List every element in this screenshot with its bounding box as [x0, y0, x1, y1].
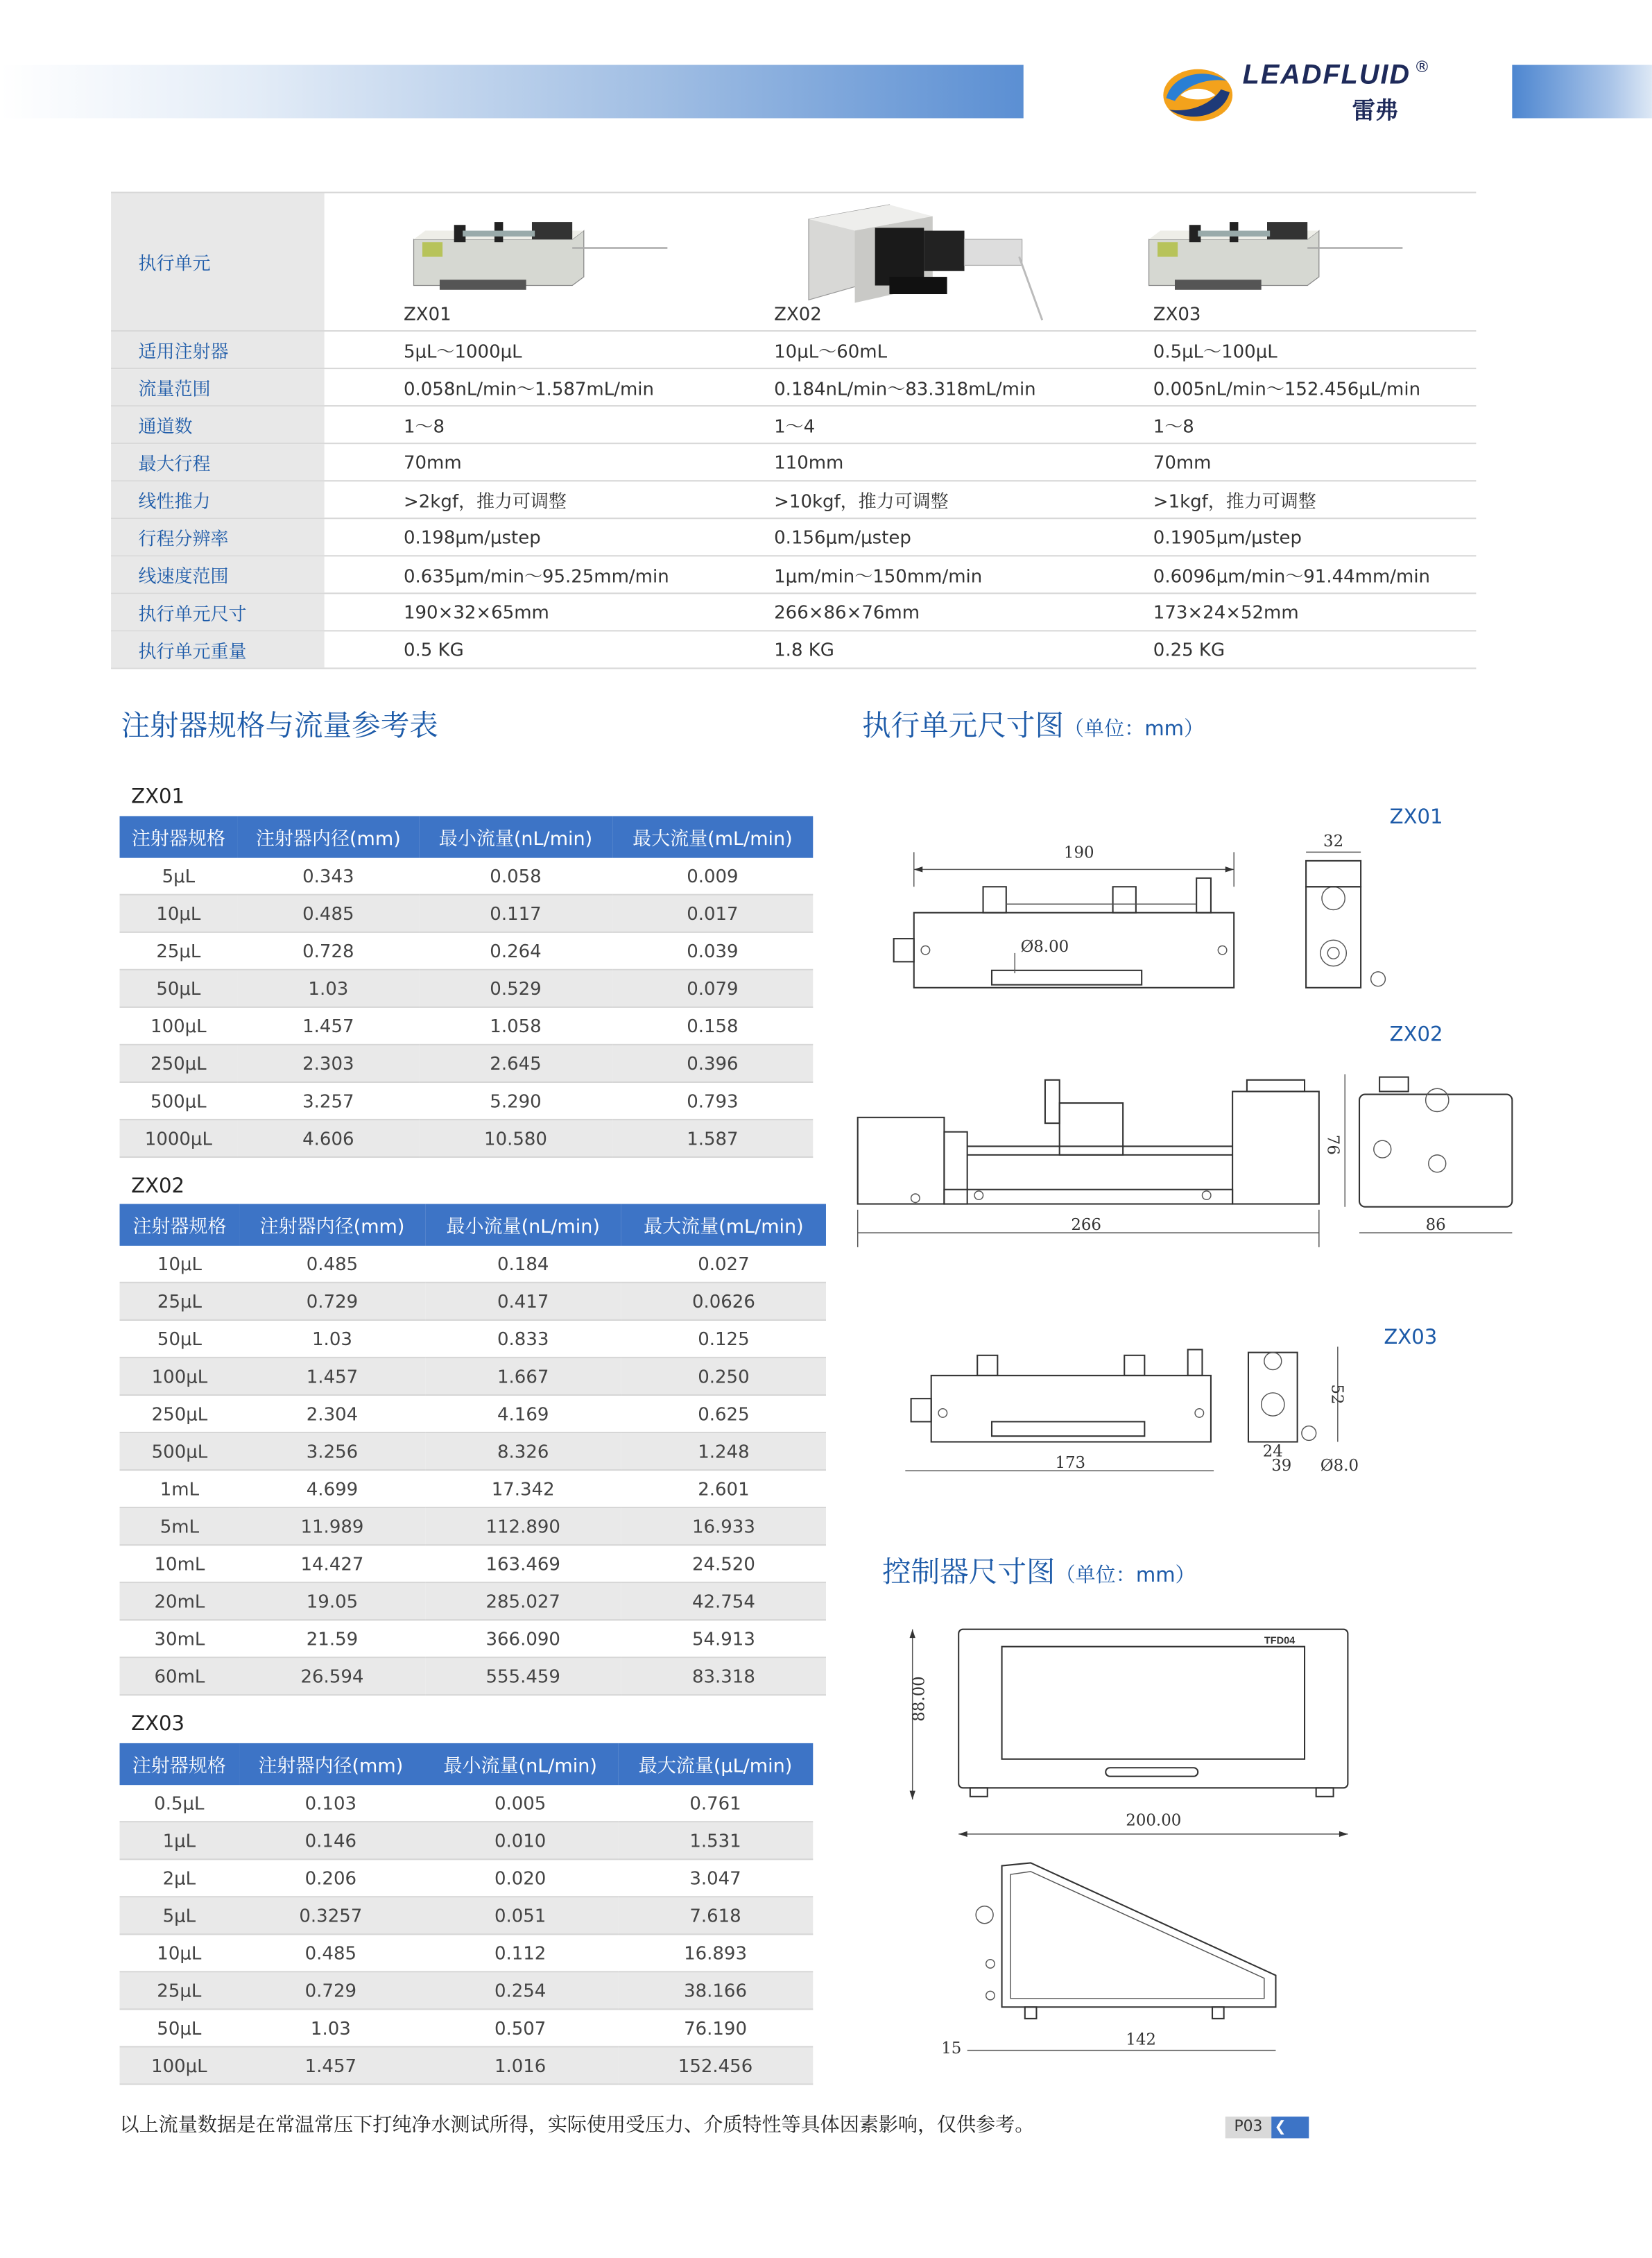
- table-cell: 0.485: [239, 1246, 424, 1283]
- table-cell: 60mL: [120, 1657, 240, 1695]
- table-name-zx03: ZX03: [131, 1713, 185, 1736]
- table-cell: 2μL: [120, 1859, 239, 1897]
- footnote: 以上流量数据是在常温常压下打纯净水测试所得，实际使用受压力、介质特性等具体因素影响，仅供参考。: [119, 2114, 1035, 2137]
- table-cell: 76.190: [618, 2009, 813, 2046]
- table-cell: 4.169: [425, 1395, 621, 1432]
- page-number-badge: [1225, 2116, 1309, 2138]
- table-cell: 38.166: [618, 1972, 813, 2009]
- table-cell: 0.146: [239, 1822, 422, 1859]
- table-cell: 0.079: [612, 970, 814, 1007]
- spec-row-label: 线速度范围: [111, 556, 325, 592]
- table-row: [120, 932, 814, 970]
- controller-model-tag: TFD04: [1264, 1635, 1296, 1647]
- zx01-hole-dim: Ø8.00: [1020, 937, 1069, 956]
- spec-table: [111, 191, 1476, 669]
- table-row: [120, 1432, 826, 1470]
- table-cell: 4.606: [237, 1120, 419, 1157]
- zx03-w1-dim: 24: [1262, 1442, 1283, 1461]
- table-cell: 250μL: [120, 1045, 238, 1082]
- table-cell: 17.342: [425, 1470, 621, 1507]
- zx02-length-dim: 266: [1071, 1215, 1101, 1234]
- spec-row-label: 执行单元重量: [111, 631, 325, 667]
- table-cell: 16.893: [618, 1934, 813, 1972]
- table-cell: 0.184: [425, 1246, 621, 1283]
- controller-section-heading: [882, 1548, 1196, 1590]
- table-cell: 100μL: [120, 1358, 240, 1395]
- table-row: [120, 1470, 826, 1507]
- zx01-product-image: [411, 214, 670, 298]
- column-header: 注射器内径(mm): [239, 1204, 424, 1246]
- logo-swirl-icon: [1160, 63, 1235, 126]
- table-row: [120, 1007, 814, 1045]
- spec-value: 0.5 KG: [403, 638, 464, 660]
- zx03-length-dim: 173: [1055, 1453, 1086, 1472]
- table-cell: 25μL: [120, 1283, 240, 1320]
- table-row: [120, 2046, 814, 2084]
- table-cell: 0.112: [423, 1934, 618, 1972]
- table-cell: 100μL: [120, 1007, 238, 1045]
- table-cell: 1μL: [120, 1822, 239, 1859]
- table-cell: 1.248: [621, 1432, 826, 1470]
- column-header: 注射器内径(mm): [237, 816, 419, 857]
- table-cell: 0.103: [239, 1785, 422, 1822]
- zx01-dimension-drawing: [865, 829, 1413, 1002]
- table-cell: 24.520: [621, 1545, 826, 1582]
- column-header: 最小流量(nL/min): [425, 1204, 621, 1246]
- table-cell: 555.459: [425, 1657, 621, 1695]
- table-cell: 5mL: [120, 1507, 240, 1545]
- table-cell: 0.254: [423, 1972, 618, 2009]
- table-cell: 0.250: [621, 1358, 826, 1395]
- zx03-hole-dim: Ø8.0: [1320, 1457, 1359, 1476]
- table-header-row: [120, 1743, 814, 1785]
- table-cell: 0.017: [612, 895, 814, 932]
- zx02-dimension-drawing: [843, 1060, 1521, 1262]
- controller-dimension-drawing: [886, 1618, 1377, 2079]
- table-cell: 0.793: [612, 1082, 814, 1120]
- table-row: [120, 970, 814, 1007]
- spec-value: 10μL～60mL: [774, 339, 888, 361]
- table-cell: 10mL: [120, 1545, 240, 1582]
- table-cell: 10μL: [120, 895, 238, 932]
- brand-name-zh: 雷弗: [1352, 96, 1399, 124]
- table-cell: 5.290: [419, 1082, 612, 1120]
- spec-row: [111, 519, 1476, 556]
- table-cell: 2.645: [419, 1045, 612, 1082]
- table-header-row: [120, 816, 814, 857]
- spec-value: 190×32×65mm: [403, 601, 549, 623]
- table-cell: 0.010: [423, 1822, 618, 1859]
- table-row: [120, 1045, 814, 1082]
- table-cell: 0.206: [239, 1859, 422, 1897]
- table-cell: 5μL: [120, 858, 238, 895]
- spec-value: >1kgf，推力可调整: [1153, 489, 1316, 511]
- table-cell: 1.016: [423, 2046, 618, 2084]
- spec-header-row: [111, 191, 1476, 332]
- table-cell: 500μL: [120, 1082, 238, 1120]
- table-cell: 366.090: [425, 1620, 621, 1657]
- spec-row: [111, 481, 1476, 519]
- zx03-w2-dim: 39: [1271, 1457, 1292, 1476]
- controller-unit: （单位：mm）: [1055, 1564, 1196, 1588]
- table-cell: 54.913: [621, 1620, 826, 1657]
- zx01-width-dim: 32: [1323, 832, 1344, 851]
- table-row: [120, 1545, 826, 1582]
- zx02-drawing-label: ZX02: [1389, 1023, 1443, 1047]
- table-cell: 21.59: [239, 1620, 424, 1657]
- spec-value: 0.635μm/min～95.25mm/min: [403, 564, 669, 586]
- zx02-product-image: [803, 199, 1048, 329]
- table-cell: 0.058: [419, 858, 612, 895]
- controller-depth-dim: 142: [1126, 2030, 1156, 2049]
- spec-value: 1～8: [403, 414, 445, 436]
- spec-value: 70mm: [1153, 451, 1212, 473]
- table-cell: 0.0626: [621, 1283, 826, 1320]
- brand-name-en: LEADFLUID: [1242, 60, 1411, 91]
- spec-row-label: 通道数: [111, 407, 325, 443]
- table-cell: 10.580: [419, 1120, 612, 1157]
- table-cell: 1.667: [425, 1358, 621, 1395]
- table-cell: 20mL: [120, 1582, 240, 1620]
- table-row: [120, 1395, 826, 1432]
- table-cell: 0.5μL: [120, 1785, 239, 1822]
- table-cell: 25μL: [120, 1972, 239, 2009]
- table-cell: 0.158: [612, 1007, 814, 1045]
- spec-value: 0.5μL～100μL: [1153, 339, 1277, 361]
- column-header: 注射器规格: [120, 1204, 240, 1246]
- spec-value: 0.198μm/μstep: [403, 526, 541, 548]
- dims-unit: （单位：mm）: [1063, 718, 1205, 742]
- flow-table-zx02: [120, 1204, 826, 1696]
- table-cell: 1mL: [120, 1470, 240, 1507]
- spec-row-label: 最大行程: [111, 444, 325, 480]
- table-header-row: [120, 1204, 826, 1246]
- zx03-dimension-drawing: [894, 1338, 1384, 1482]
- column-header: 最大流量(mL/min): [612, 816, 814, 857]
- table-cell: 16.933: [621, 1507, 826, 1545]
- table-cell: 19.05: [239, 1582, 424, 1620]
- table-row: [120, 1582, 826, 1620]
- spec-value: 0.6096μm/min～91.44mm/min: [1153, 564, 1431, 586]
- spec-row: [111, 631, 1476, 669]
- table-row: [120, 895, 814, 932]
- spec-value: 1μm/min～150mm/min: [774, 564, 983, 586]
- table-row: [120, 1246, 826, 1283]
- column-header: 最小流量(nL/min): [419, 816, 612, 857]
- table-cell: 0.009: [612, 858, 814, 895]
- table-cell: 0.027: [621, 1246, 826, 1283]
- spec-row: [111, 332, 1476, 369]
- spec-value: 1～8: [1153, 414, 1194, 436]
- table-cell: 7.618: [618, 1897, 813, 1934]
- spec-row: [111, 556, 1476, 594]
- table-row: [120, 1897, 814, 1934]
- table-cell: 1.457: [239, 2046, 422, 2084]
- table-cell: 83.318: [621, 1657, 826, 1695]
- table-cell: 100μL: [120, 2046, 239, 2084]
- controller-offset-dim: 15: [941, 2039, 962, 2058]
- table-name-zx01: ZX01: [131, 785, 185, 810]
- spec-value: 110mm: [774, 451, 844, 473]
- column-header: 注射器内径(mm): [239, 1743, 422, 1785]
- table-cell: 5μL: [120, 1897, 239, 1934]
- table-cell: 1.058: [419, 1007, 612, 1045]
- table-cell: 152.456: [618, 2046, 813, 2084]
- table-row: [120, 1657, 826, 1695]
- spec-row: [111, 407, 1476, 444]
- page-number: P03: [1225, 2116, 1272, 2138]
- flow-section-title: 注射器规格与流量参考表: [121, 708, 438, 743]
- table-cell: 0.729: [239, 1283, 424, 1320]
- table-row: [120, 1082, 814, 1120]
- model-zx03: ZX03: [1153, 302, 1201, 325]
- spec-row-label: 执行单元尺寸: [111, 594, 325, 630]
- table-cell: 0.039: [612, 932, 814, 970]
- model-zx02: ZX02: [774, 302, 822, 325]
- table-row: [120, 1785, 814, 1822]
- zx03-drawing-label: ZX03: [1384, 1326, 1438, 1350]
- model-zx01: ZX01: [403, 302, 451, 325]
- table-cell: 10μL: [120, 1246, 240, 1283]
- table-cell: 4.699: [239, 1470, 424, 1507]
- table-cell: 0.729: [239, 1972, 422, 2009]
- zx02-width-dim: 86: [1425, 1215, 1446, 1234]
- table-cell: 0.417: [425, 1283, 621, 1320]
- table-cell: 50μL: [120, 1320, 240, 1358]
- table-row: [120, 858, 814, 895]
- table-cell: 42.754: [621, 1582, 826, 1620]
- dims-section-title: 执行单元尺寸图: [861, 708, 1064, 743]
- table-row: [120, 1358, 826, 1395]
- spec-value: 173×24×52mm: [1153, 601, 1299, 623]
- brand-logo: [1160, 58, 1434, 130]
- spec-row: [111, 444, 1476, 481]
- table-cell: 0.529: [419, 970, 612, 1007]
- table-cell: 14.427: [239, 1545, 424, 1582]
- column-header: 最大流量(μL/min): [618, 1743, 813, 1785]
- spec-value: >10kgf，推力可调整: [774, 489, 949, 511]
- spec-value: 0.005nL/min～152.456μL/min: [1153, 377, 1421, 399]
- table-cell: 1000μL: [120, 1120, 238, 1157]
- table-cell: 0.485: [239, 1934, 422, 1972]
- table-cell: 2.304: [239, 1395, 424, 1432]
- table-cell: 11.989: [239, 1507, 424, 1545]
- table-cell: 112.890: [425, 1507, 621, 1545]
- table-row: [120, 1283, 826, 1320]
- table-cell: 3.047: [618, 1859, 813, 1897]
- table-cell: 500μL: [120, 1432, 240, 1470]
- table-cell: 1.587: [612, 1120, 814, 1157]
- controller-width-dim: 200.00: [1126, 1811, 1182, 1830]
- spec-value: 0.058nL/min～1.587mL/min: [403, 377, 654, 399]
- table-cell: 285.027: [425, 1582, 621, 1620]
- table-row: [120, 1120, 814, 1157]
- controller-section-title: 控制器尺寸图: [882, 1554, 1056, 1589]
- table-cell: 50μL: [120, 2009, 239, 2046]
- table-cell: 8.326: [425, 1432, 621, 1470]
- zx03-height-dim: 52: [1327, 1384, 1346, 1405]
- table-cell: 1.457: [239, 1358, 424, 1395]
- spec-value: 5μL～1000μL: [403, 339, 522, 361]
- table-cell: 0.396: [612, 1045, 814, 1082]
- spec-header-label: 执行单元: [111, 194, 325, 330]
- table-cell: 0.728: [237, 932, 419, 970]
- column-header: 注射器规格: [120, 816, 238, 857]
- spec-value: 266×86×76mm: [774, 601, 920, 623]
- table-cell: 163.469: [425, 1545, 621, 1582]
- flow-table-zx03: [120, 1743, 814, 2085]
- spec-row: [111, 369, 1476, 407]
- table-cell: 2.601: [621, 1470, 826, 1507]
- page-arrow-icon: ❮: [1271, 2116, 1309, 2138]
- table-row: [120, 1320, 826, 1358]
- dims-section-heading: [862, 702, 1204, 744]
- table-cell: 50μL: [120, 970, 238, 1007]
- table-cell: 1.03: [239, 1320, 424, 1358]
- spec-row-label: 行程分辨率: [111, 519, 325, 555]
- table-cell: 0.005: [423, 1785, 618, 1822]
- table-cell: 0.485: [237, 895, 419, 932]
- table-cell: 0.625: [621, 1395, 826, 1432]
- spec-value: 70mm: [403, 451, 462, 473]
- zx01-length-dim: 190: [1063, 844, 1094, 862]
- table-cell: 3.256: [239, 1432, 424, 1470]
- spec-value: 1～4: [774, 414, 816, 436]
- table-name-zx02: ZX02: [131, 1174, 185, 1199]
- table-cell: 3.257: [237, 1082, 419, 1120]
- table-cell: 10μL: [120, 1934, 239, 1972]
- table-cell: 1.03: [237, 970, 419, 1007]
- table-cell: 0.117: [419, 895, 612, 932]
- table-row: [120, 1934, 814, 1972]
- table-cell: 1.457: [237, 1007, 419, 1045]
- table-cell: 1.531: [618, 1822, 813, 1859]
- zx03-product-image: [1146, 214, 1405, 298]
- flow-table-zx01: [120, 816, 814, 1158]
- column-header: 最小流量(nL/min): [423, 1743, 618, 1785]
- table-cell: 25μL: [120, 932, 238, 970]
- table-cell: 26.594: [239, 1657, 424, 1695]
- header-accent-bar: [1512, 65, 1652, 119]
- registered-mark: ®: [1414, 58, 1430, 77]
- table-cell: 250μL: [120, 1395, 240, 1432]
- table-cell: 0.125: [621, 1320, 826, 1358]
- spec-value: 0.25 KG: [1153, 638, 1225, 660]
- table-row: [120, 1822, 814, 1859]
- table-cell: 2.303: [237, 1045, 419, 1082]
- table-cell: 0.761: [618, 1785, 813, 1822]
- table-cell: 0.3257: [239, 1897, 422, 1934]
- table-row: [120, 1620, 826, 1657]
- table-row: [120, 1507, 826, 1545]
- table-cell: 0.051: [423, 1897, 618, 1934]
- table-cell: 30mL: [120, 1620, 240, 1657]
- spec-value: >2kgf，推力可调整: [403, 489, 567, 511]
- spec-value: 0.1905μm/μstep: [1153, 526, 1302, 548]
- spec-row-label: 线性推力: [111, 481, 325, 518]
- zx01-drawing-label: ZX01: [1389, 805, 1443, 830]
- spec-value: 0.156μm/μstep: [774, 526, 911, 548]
- spec-value: 1.8 KG: [774, 638, 834, 660]
- table-cell: 0.833: [425, 1320, 621, 1358]
- table-row: [120, 1972, 814, 2009]
- spec-row-label: 流量范围: [111, 369, 325, 405]
- zx02-height-dim: 76: [1323, 1134, 1342, 1155]
- controller-height-dim: 88.00: [910, 1676, 929, 1722]
- spec-row-label: 适用注射器: [111, 332, 325, 368]
- spec-row: [111, 594, 1476, 631]
- table-cell: 0.507: [423, 2009, 618, 2046]
- spec-value: 0.184nL/min～83.318mL/min: [774, 377, 1036, 399]
- table-cell: 0.264: [419, 932, 612, 970]
- header-gradient-bar: [0, 65, 1024, 119]
- table-cell: 1.03: [239, 2009, 422, 2046]
- table-row: [120, 2009, 814, 2046]
- table-row: [120, 1859, 814, 1897]
- column-header: 注射器规格: [120, 1743, 239, 1785]
- column-header: 最大流量(mL/min): [621, 1204, 826, 1246]
- table-cell: 0.020: [423, 1859, 618, 1897]
- table-cell: 0.343: [237, 858, 419, 895]
